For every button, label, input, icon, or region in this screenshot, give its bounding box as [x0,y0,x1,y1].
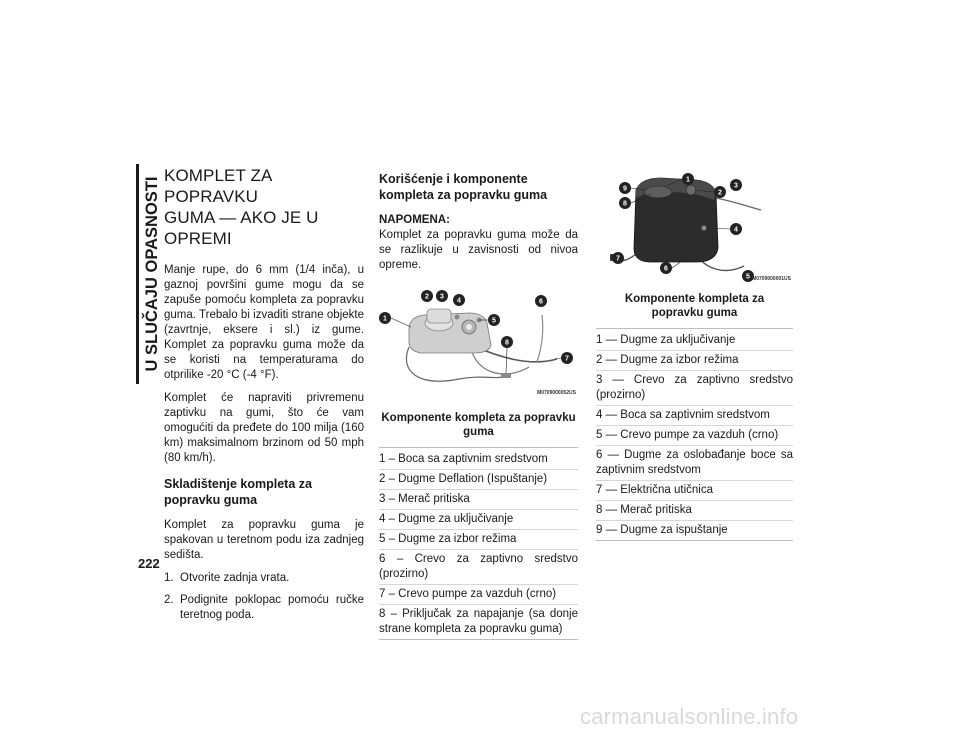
legend-item: 8 — Merač pritiska [596,501,793,521]
svg-text:5: 5 [746,273,750,281]
svg-text:3: 3 [440,293,444,301]
callout-1 [682,173,694,185]
callout-7 [561,352,573,364]
note-text: Komplet za popravku guma može da se razlikuje u zavisnosti od nivoa opreme. [379,229,578,271]
callout-8 [501,336,513,348]
watermark-text: carmanualsonline.info [580,704,799,729]
figure-legend [596,328,793,541]
svg-text:6: 6 [539,298,543,306]
legend-item: 6 – Crevo za zaptivno sredstvo (prozirno) [379,550,578,585]
legend-item: 7 – Crevo pumpe za vazduh (crno) [379,585,578,605]
svg-text:5: 5 [492,317,496,325]
callout-4 [730,223,742,235]
side-tab-label [140,164,164,384]
figure-code: M0709000001US [752,276,791,282]
range-paragraph: Komplet će napraviti privremenu zaptivku na gumi, što će vam omogućiti da pređete do 100 milja (160 km) maksimalnom brzinom od 50 mph (80 km/h). [164,392,364,464]
callout-6 [535,295,547,307]
page-title [164,165,364,249]
svg-text:4: 4 [457,297,461,305]
legend-item: 1 – Boca sa zaptivnim sredstvom [379,450,578,470]
legend-item: 7 — Električna utičnica [596,481,793,501]
storage-heading: Skladištenje kompleta za popravku guma [164,477,312,507]
figure-caption: Komponente kompleta za popravku guma [381,412,576,438]
callout-4 [453,294,465,306]
legend-item: 3 – Merač pritiska [379,490,578,510]
step-item [164,593,364,623]
step-text: Otvorite zadnja vrata. [180,572,290,584]
storage-paragraph: Komplet za popravku guma je spakovan u teretnom podu iza zadnjeg sedišta. [164,519,364,561]
legend-item: 8 – Priključak za napajanje (sa donje strane kompleta za popravku guma) [379,608,578,635]
callout-5 [488,314,500,326]
callout-3 [436,290,448,302]
column-2 [379,171,578,640]
legend-item: 4 — Boca sa zaptivnim sredstvom [596,406,793,426]
svg-text:1: 1 [383,315,387,323]
callout-2 [421,290,433,302]
svg-text:1: 1 [686,176,690,184]
legend-item: 6 — Dugme za oslobađanje boce sa zaptivnim sredstvom [596,446,793,481]
legend-item: 9 — Dugme za ispuštanje [596,524,728,536]
page-number: 222 [138,556,160,571]
figure-kit-2 [596,170,793,288]
callout-3 [730,179,742,191]
callout-1 [379,312,391,324]
svg-text:2: 2 [718,189,722,197]
step-text: Podignite poklopac pomoću ručke teretnog poda. [180,594,364,621]
callout-8 [619,197,631,209]
storage-steps [164,571,364,623]
page-title-line-1: KOMPLET ZA POPRAVKU [164,166,272,206]
svg-text:2: 2 [425,293,429,301]
legend-item: 5 — Crevo pumpe za vazduh (crno) [596,426,793,446]
side-tab-bar [136,164,139,384]
svg-text:7: 7 [565,355,569,363]
section-side-tab [136,164,164,384]
intro-paragraph: Manje rupe, do 6 mm (1/4 inča), u gaznoj površini gume mogu da se zapuše pomoću kompleta za popravku guma. Trebalo bi izvaditi strane objekte (zavrtnje, eksere i sl.) iz gume. Komplet za popravku guma može da se koristi na temperaturama do otprilike -20 °C (-4 °F). [164,264,364,381]
page-title-line-2: GUMA — AKO JE U OPREMI [164,208,319,248]
callout-7 [612,252,624,264]
legend-item: 1 — Dugme za uključivanje [596,331,793,351]
column-3 [596,170,793,541]
figure-code: M0709000052US [537,390,576,396]
step-number: 2. [164,594,174,606]
kit-illustration-2 [596,170,793,288]
svg-text:3: 3 [734,182,738,190]
legend-item: 3 — Crevo za zaptivno sredstvo (prozirno) [596,371,793,406]
svg-text:8: 8 [623,200,627,208]
svg-text:7: 7 [616,255,620,263]
legend-item: 5 – Dugme za izbor režima [379,530,578,550]
column-1 [164,165,364,630]
callout-9 [619,182,631,194]
svg-text:6: 6 [664,265,668,273]
svg-text:4: 4 [734,226,738,234]
usage-heading: Korišćenje i komponente kompleta za popravku guma [379,172,548,202]
figure-kit-1 [379,287,578,405]
figure-caption: Komponente kompleta za popravku guma [624,293,765,319]
side-tab-text: U SLUČAJU OPASNOSTI [143,176,161,372]
legend-item: 2 – Dugme Deflation (Ispuštanje) [379,470,578,490]
step-number: 1. [164,572,174,584]
callout-2 [714,186,726,198]
legend-item: 4 – Dugme za uključivanje [379,510,578,530]
step-item [164,571,364,586]
svg-text:9: 9 [623,185,627,193]
callout-6 [660,262,672,274]
note-label: NAPOMENA: [379,214,450,226]
legend-item: 2 — Dugme za izbor režima [596,351,793,371]
svg-text:8: 8 [505,339,509,347]
figure-legend [379,447,578,640]
